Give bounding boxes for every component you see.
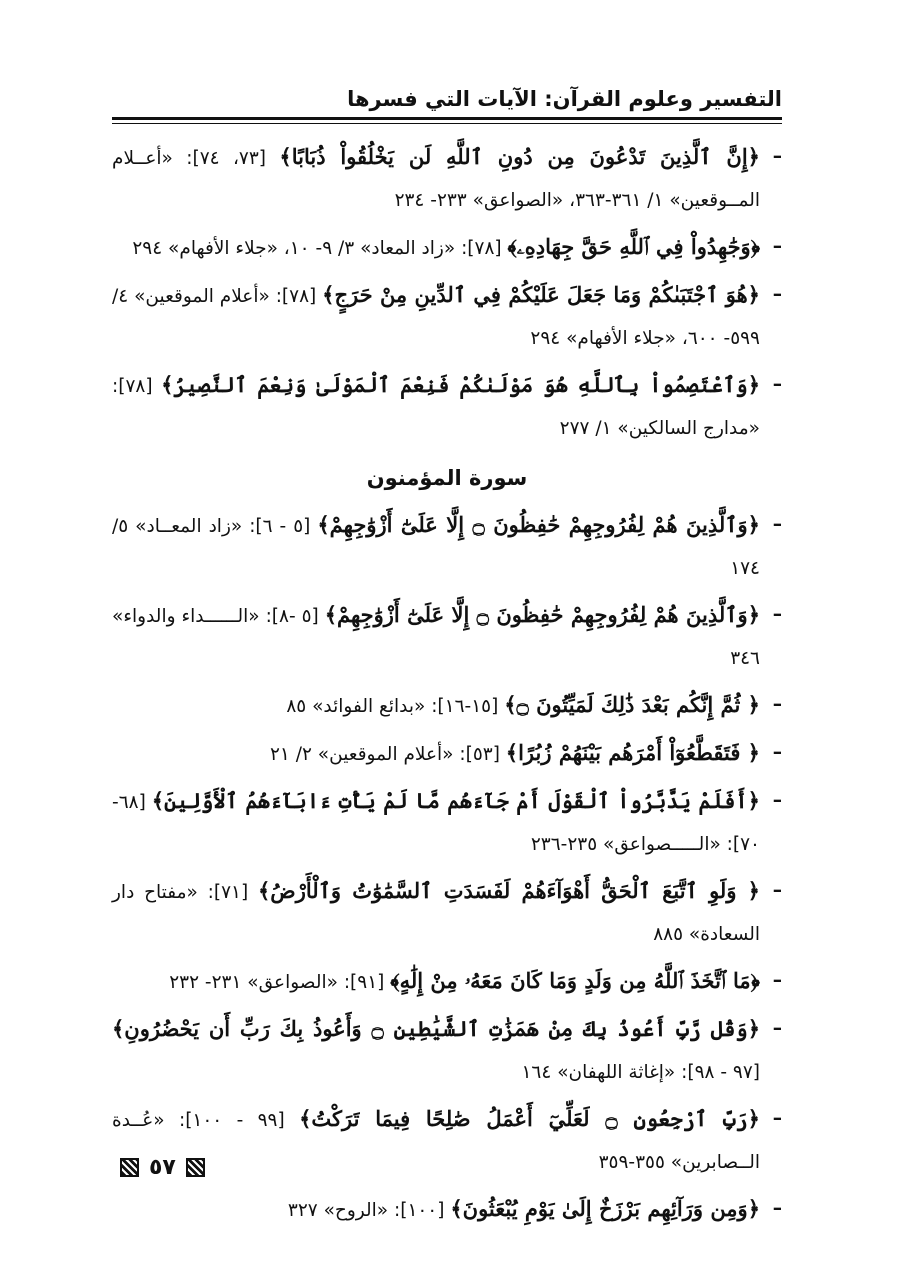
index-entry — [112, 136, 782, 222]
source-citation: «الـــــصواعق» ٢٣٥-٢٣٦ — [530, 834, 721, 855]
index-entry — [112, 226, 782, 270]
entry-dash: – — [772, 970, 782, 991]
source-citation: «عُــدة الــصابرين» ٣٥٥-٣٥٩ — [112, 1110, 760, 1173]
quran-verse: ﴿هُوَ ٱجْتَبَىٰكُمْ وَمَا جَعَلَ عَلَيْكُمْ فِي ٱلدِّينِ مِنْ حَرَجٍ﴾ — [322, 282, 760, 307]
quran-verse: ﴿ ثُمَّ إِنَّكُم بَعْدَ ذَٰلِكَ لَمَيِّتُونَ ۝﴾ — [504, 692, 760, 717]
page-footer — [120, 1152, 205, 1182]
source-citation: «أعلام الموقعين» ٤/ ٥٩٩- ٦٠٠، «جلاء الأفهام» ٢٩٤ — [112, 286, 760, 349]
index-entry — [112, 1098, 782, 1184]
entries-list-before — [112, 136, 782, 450]
quran-verse: ﴿ وَلَوِ ٱتَّبَعَ ٱلْحَقُّ أَهْوَآءَهُمْ لَفَسَدَتِ ٱلسَّمَٰوَٰتُ وَٱلْأَرْضُ﴾ — [258, 878, 760, 903]
source-citation: «أعــلام المــوقعين» ١/ ٣٦١-٣٦٣، «الصواعق» ٢٣٣- ٢٣٤ — [112, 148, 760, 211]
section-title: سورة المؤمنون — [366, 466, 528, 490]
header-rule-thick — [112, 117, 782, 120]
verse-reference: [٧٨]: — [275, 286, 317, 307]
index-entry — [112, 274, 782, 360]
quran-verse: ﴿وَٱلَّذِينَ هُمْ لِفُرُوجِهِمْ حَٰفِظُونَ ۝ إِلَّا عَلَىٰٓ أَزْوَٰجِهِمْ﴾ — [324, 602, 761, 627]
source-citation: «أعلام الموقعين» ٢/ ٢١ — [269, 744, 454, 765]
verse-reference: [١٠٠]: — [393, 1200, 445, 1221]
source-citation: «الروح» ٣٢٧ — [287, 1200, 389, 1221]
entry-dash: – — [772, 514, 782, 535]
verse-reference: [٩٧ - ٩٨]: — [681, 1062, 760, 1083]
header-rule-thin — [112, 123, 782, 124]
index-entry — [112, 732, 782, 776]
entry-dash: – — [772, 694, 782, 715]
source-citation: «الــــــداء والدواء» ٣٤٦ — [112, 606, 760, 669]
verse-reference: [١٥-١٦]: — [431, 696, 499, 717]
index-entry — [112, 780, 782, 866]
index-entry — [112, 684, 782, 728]
index-entry — [112, 1188, 782, 1232]
quran-verse: ﴿رَبِّ ٱرْجِعُونِ ۝ لَعَلِّيٓ أَعْمَلُ صَٰلِحًا فِيمَا تَرَكْتُ﴾ — [299, 1106, 760, 1131]
entry-dash: – — [772, 1108, 782, 1129]
entry-dash: – — [772, 604, 782, 625]
source-citation: «زاد المعاد» ٣/ ٩- ١٠، «جلاء الأفهام» ٢٩٤ — [132, 238, 456, 259]
verse-reference: [٧٨]: — [461, 238, 502, 259]
verse-reference: [٩٩ - ١٠٠]: — [178, 1110, 285, 1131]
entry-dash: – — [772, 742, 782, 763]
source-citation: «زاد المعــاد» ٥/ ١٧٤ — [112, 516, 760, 579]
quran-verse: ﴿وَقُل رَّبِّ أَعُوذُ بِكَ مِنْ هَمَزَٰتِ ٱلشَّيَٰطِينِ ۝ وَأَعُوذُ بِكَ رَبِّ أَن يَحْضُرُونِ﴾ — [112, 1016, 761, 1041]
verse-reference: [٦٨- ٧٠]: — [112, 792, 760, 855]
entry-dash: – — [772, 146, 782, 167]
quran-verse: ﴿أَفَلَمْ يَدَّبَّرُواْ ٱلْقَوْلَ أَمْ جَآءَهُم مَّا لَمْ يَأْتِ ءَابَآءَهُمُ ٱلْأَوَّلِينَ﴾ — [151, 788, 760, 813]
verse-reference: [٥ - ٦]: — [249, 516, 311, 537]
page-content — [112, 136, 782, 1236]
ornament-icon — [186, 1158, 205, 1177]
verse-reference: [٩١]: — [343, 972, 385, 993]
quran-verse: ﴿وَٱعْتَصِمُواْ بِٱللَّهِ هُوَ مَوْلَىٰكُمْ فَنِعْمَ ٱلْمَوْلَىٰ وَنِعْمَ ٱلنَّصِيرُ﴾ — [161, 372, 760, 397]
verse-reference: [٧٨]: — [112, 376, 153, 397]
quran-verse: ﴿وَمِن وَرَآئِهِم بَرْزَخٌ إِلَىٰ يَوْمِ يُبْعَثُونَ﴾ — [450, 1196, 760, 1221]
index-entry — [112, 594, 782, 680]
quran-verse: ﴿مَا ٱتَّخَذَ ٱللَّهُ مِن وَلَدٍ وَمَا كَانَ مَعَهُۥ مِنْ إِلَٰهٍ﴾ — [390, 968, 760, 993]
page-number: ٥٧ — [149, 1154, 176, 1180]
quran-verse: ﴿إِنَّ ٱلَّذِينَ تَدْعُونَ مِن دُونِ ٱللَّهِ لَن يَخْلُقُواْ ذُبَابًا﴾ — [279, 144, 760, 169]
verse-reference: [٧١]: — [207, 882, 249, 903]
verse-reference: [٧٣، ٧٤]: — [186, 148, 267, 169]
entries-list-after — [112, 504, 782, 1232]
entry-dash: – — [772, 236, 782, 257]
ornament-icon — [120, 1158, 139, 1177]
entry-dash: – — [772, 790, 782, 811]
quran-verse: ﴿وَٱلَّذِينَ هُمْ لِفُرُوجِهِمْ حَٰفِظُونَ ۝ إِلَّا عَلَىٰٓ أَزْوَٰجِهِمْ﴾ — [317, 512, 760, 537]
running-header: التفسير وعلوم القرآن: الآيات التي فسرها — [347, 87, 782, 111]
source-citation: «مدارج السالكين» ١/ ٢٧٧ — [559, 418, 760, 439]
entry-dash: – — [772, 880, 782, 901]
source-citation: «بدائع الفوائد» ٨٥ — [286, 696, 426, 717]
index-entry — [112, 870, 782, 956]
entry-dash: – — [772, 284, 782, 305]
quran-verse: ﴿وَجَٰهِدُواْ فِي ٱللَّهِ حَقَّ جِهَادِهِۦ﴾ — [507, 234, 760, 259]
quran-verse: ﴿ فَتَقَطَّعُوٓاْ أَمْرَهُم بَيْنَهُمْ زُبُرًا﴾ — [505, 740, 760, 765]
entry-dash: – — [772, 374, 782, 395]
source-citation: «الصواعق» ٢٣١- ٢٣٢ — [169, 972, 338, 993]
source-citation: «مفتاح دار السعادة» ٨٨٥ — [112, 882, 760, 945]
entry-dash: – — [772, 1198, 782, 1219]
source-citation: «إغاثة اللهفان» ١٦٤ — [521, 1062, 676, 1083]
index-entry — [112, 504, 782, 590]
verse-reference: [٥٣]: — [459, 744, 500, 765]
index-entry — [112, 364, 782, 450]
verse-reference: [٥ -٨]: — [265, 606, 319, 627]
index-entry — [112, 960, 782, 1004]
index-entry — [112, 1008, 782, 1094]
entry-dash: – — [772, 1018, 782, 1039]
